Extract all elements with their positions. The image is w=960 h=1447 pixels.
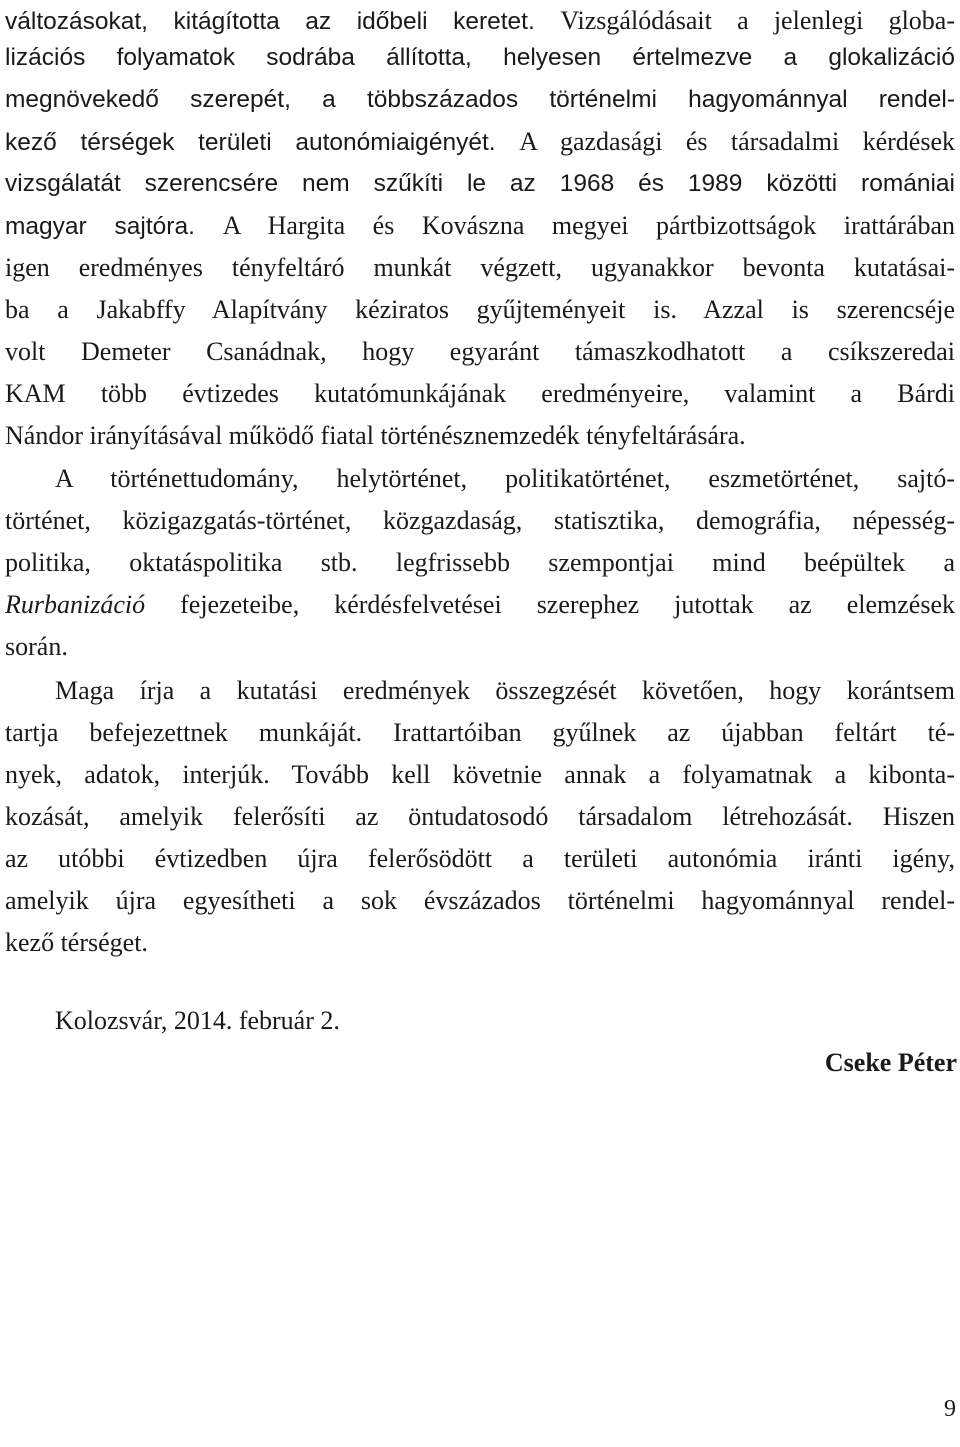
- book-title: Rurbanizáció: [5, 590, 146, 619]
- date-line: Kolozsvár, 2014. február 2.: [55, 1006, 340, 1035]
- text-line: lizációs folyamatok sodrába állította, helyesen értelmezve a glokalizáció: [5, 44, 955, 71]
- page-number: 9: [944, 1396, 956, 1422]
- text-line: volt Demeter Csanádnak, hogy egyaránt támaszkodhatott a csíkszeredai: [5, 337, 955, 366]
- text-line: történet, közigazgatás-történet, közgazdaság, statisztika, demográfia, népesség-: [5, 506, 955, 535]
- text-line: Maga írja a kutatási eredmények összegzését követően, hogy korántsem: [55, 676, 955, 705]
- text-line: kező térségek területi autonómiaigényét. A gazdasági és társadalmi kérdések: [5, 127, 955, 156]
- text-line: igen eredményes tényfeltáró munkát végzett, ugyanakkor bevonta kutatásai-: [5, 253, 955, 282]
- text-line: kozását, amelyik felerősíti az öntudatosodó társadalom létrehozását. Hiszen: [5, 802, 955, 831]
- text-line: változásokat, kitágította az időbeli keretet. Vizsgálódásait a jelenlegi globa-: [5, 6, 956, 35]
- author-signature: Cseke Péter: [824, 1048, 957, 1077]
- text-line: megnövekedő szerepét, a többszázados történelmi hagyománnyal rendel-: [5, 86, 955, 113]
- text-line: tartja befejezettnek munkáját. Irattartóiban gyűlnek az újabban feltárt té-: [5, 718, 955, 747]
- text-line: A történettudomány, helytörténet, politikatörténet, eszmetörténet, sajtó-: [55, 464, 955, 493]
- text-line: KAM több évtizedes kutatómunkájának eredményeire, valamint a Bárdi: [5, 379, 955, 408]
- text-line: ba a Jakabffy Alapítvány kéziratos gyűjteményeit is. Azzal is szerencséje: [5, 295, 955, 324]
- text-line: magyar sajtóra. A Hargita és Kovászna megyei pártbizottságok irattárában: [5, 211, 955, 240]
- text-line: politika, oktatáspolitika stb. legfrissebb szempontjai mind beépültek a: [5, 548, 955, 577]
- text-line: amelyik újra egyesítheti a sok évszázados történelmi hagyománnyal rendel-: [5, 886, 955, 915]
- text-line: Rurbanizáció fejezeteibe, kérdésfelvetései szerephez jutottak az elemzések: [5, 590, 955, 619]
- text-line: során.: [5, 632, 68, 661]
- text-line: az utóbbi évtizedben újra felerősödött a területi autonómia iránti igény,: [5, 844, 955, 873]
- text-line: nyek, adatok, interjúk. Tovább kell követnie annak a folyamatnak a kibonta-: [5, 760, 955, 789]
- text-line: Nándor irányításával működő fiatal történésznemzedék tényfeltárására.: [5, 421, 746, 450]
- text-line: vizsgálatát szerencsére nem szűkíti le az 1968 és 1989 közötti romániai: [5, 170, 955, 197]
- text-line: kező térséget.: [5, 928, 148, 957]
